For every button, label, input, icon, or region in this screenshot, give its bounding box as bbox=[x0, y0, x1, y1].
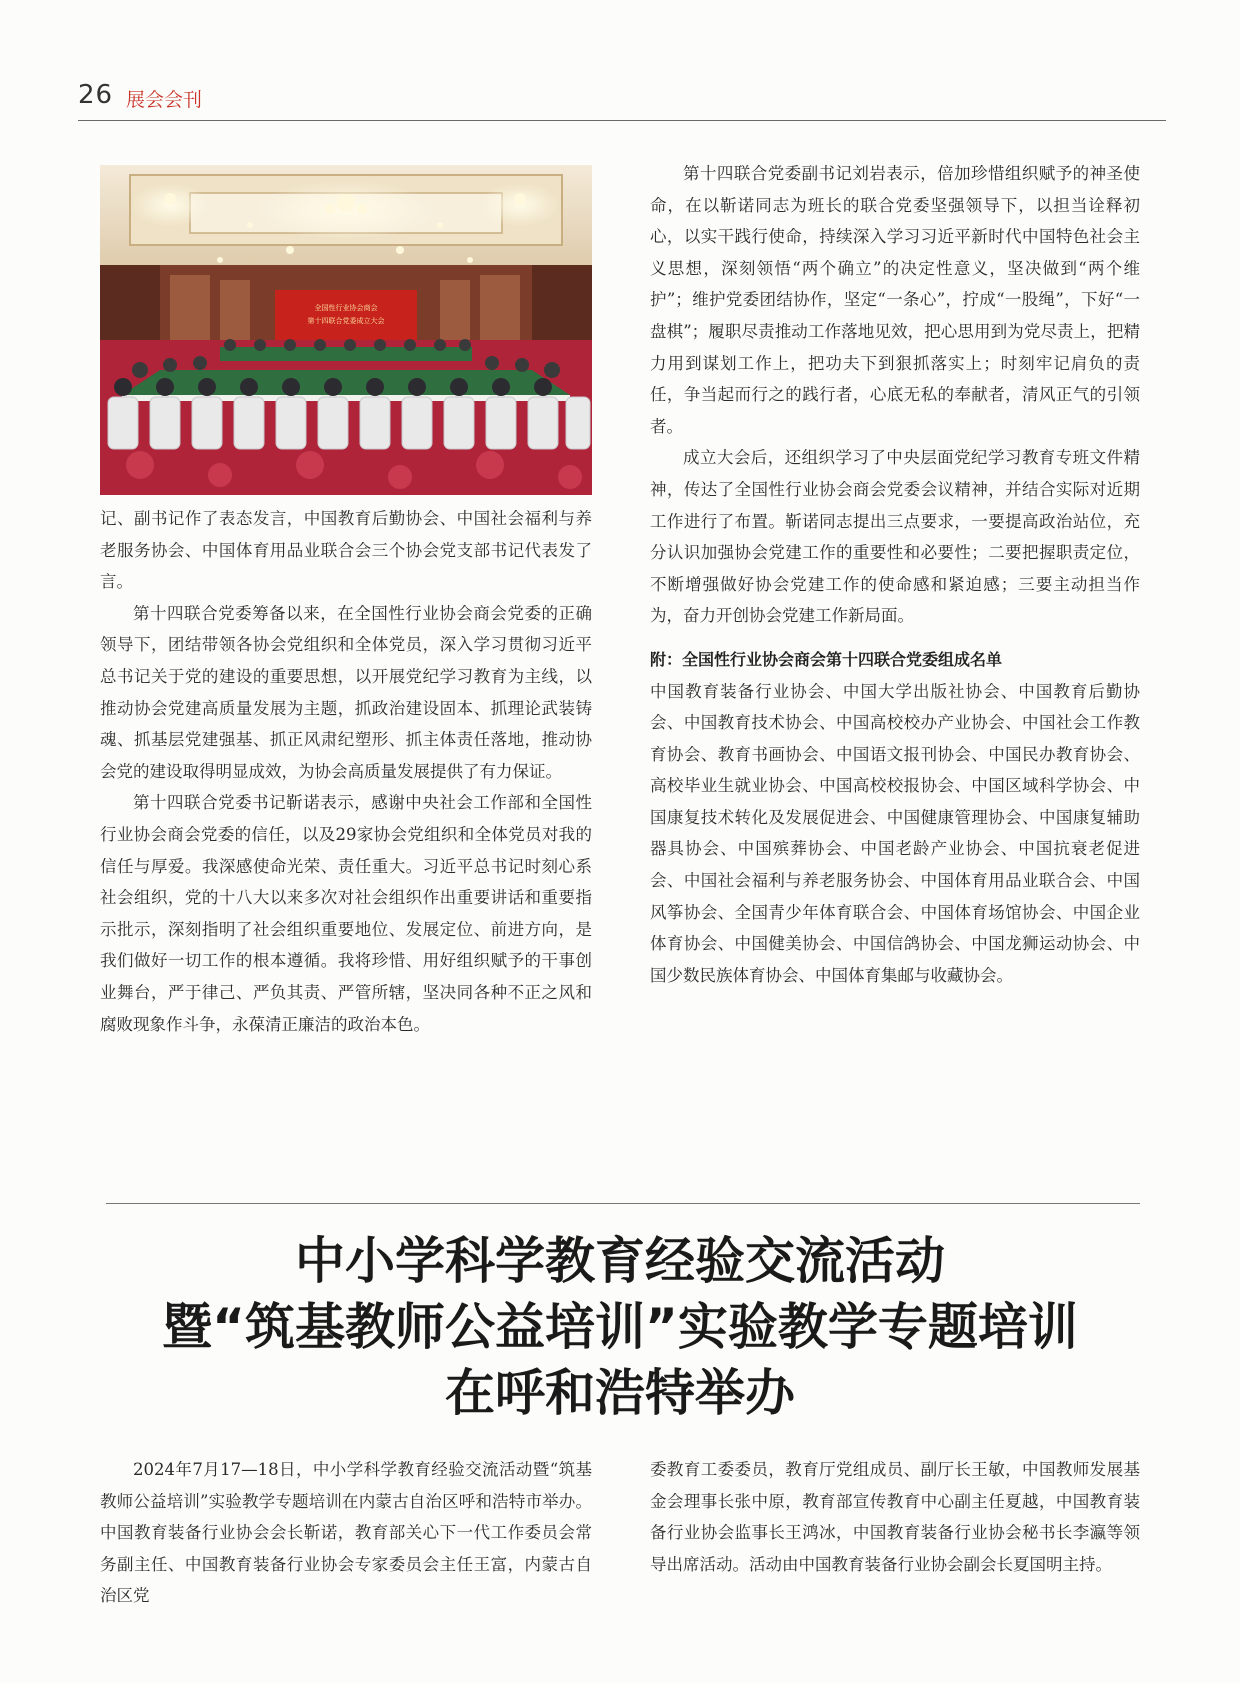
left-column bbox=[100, 503, 592, 1040]
appendix-text: 中国教育装备行业协会、中国大学出版社协会、中国教育后勤协会、中国教育技术协会、中国高校校办产业协会、中国社会工作教育协会、教育书画协会、中国语文报刊协会、中国民办教育协会、高校毕业生就业协会、中国高校校报协会、中国区域科学协会、中国康复技术转化及发展促进会、中国健康管理协会、中国康复辅助器具协会、中国殡葬协会、中国老龄产业协会、中国抗衰老促进会、中国社会福利与养老服务协会、中国体育用品业联合会、中国风筝协会、全国青少年体育联合会、中国体育场馆协会、中国企业体育协会、中国健美协会、中国信鸽协会、中国龙狮运动协会、中国少数民族体育协会、中国体育集邮与收藏协会。 bbox=[650, 681, 1140, 985]
article-left-column bbox=[100, 1454, 592, 1612]
left-paragraph-1: 记、副书记作了表态发言，中国教育后勤协会、中国社会福利与养老服务协会、中国体育用品业联合会三个协会党支部书记代表发了言。 bbox=[100, 509, 592, 592]
meeting-photo bbox=[100, 165, 592, 495]
headline-line-3: 在呼和浩特举办 bbox=[445, 1364, 795, 1422]
headline-line-1: 中小学科学教育经验交流活动 bbox=[295, 1232, 945, 1290]
banner-line-2: 第十四联合党委成立大会 bbox=[307, 317, 385, 325]
journal-name: 展会会刊 bbox=[126, 89, 203, 111]
right-column bbox=[650, 158, 1140, 991]
headline-line-2: 暨“筑基教师公益培训”实验教学专题培训 bbox=[162, 1298, 1078, 1356]
article-right-column bbox=[650, 1454, 1140, 1580]
section-divider bbox=[106, 1203, 1140, 1204]
banner-line-1: 全国性行业协会商会 bbox=[314, 304, 378, 312]
left-paragraph-2: 第十四联合党委筹备以来，在全国性行业协会商会党委的正确领导下，团结带领各协会党组织和全体党员，深入学习贯彻习近平总书记关于党的建设的重要思想，以开展党纪学习教育为主线，以推动协会党建高质量发展为主题，抓政治建设固本、抓理论武装铸魂、抓基层党建强基、抓正风肃纪塑形、抓主体责任落地，推动协会党的建设取得明显成效，为协会高质量发展提供了有力保证。 bbox=[100, 603, 592, 781]
right-paragraph-1: 第十四联合党委副书记刘岩表示，倍加珍惜组织赋予的神圣使命，在以靳诺同志为班长的联合党委坚强领导下，以担当诠释初心，以实干践行使命，持续深入学习习近平新时代中国特色社会主义思想，深刻领悟“两个确立”的决定性意义，坚决做到“两个维护”；维护党委团结协作，坚定“一条心”，拧成“一股绳”，下好“一盘棋”；履职尽责推动工作落地见效，把心思用到为党尽责上，把精力用到谋划工作上，把功夫下到狠抓落实上；时刻牢记肩负的责任，争当起而行之的践行者，心底无私的奉献者，清风正气的引领者。 bbox=[650, 164, 1140, 436]
left-paragraph-3: 第十四联合党委书记靳诺表示，感谢中央社会工作部和全国性行业协会商会党委的信任，以及29家协会党组织和全体党员对我的信任与厚爱。我深感使命光荣、责任重大。习近平总书记时刻心系社会组织，党的十八大以来多次对社会组织作出重要讲话和重要指示批示，深刻指明了社会组织重要地位、发展定位、前进方向，是我们做好一切工作的根本遵循。我将珍惜、用好组织赋予的干事创业舞台，严于律己、严负其责、严管所辖，坚决同各种不正之风和腐败现象作斗争，永葆清正廉洁的政治本色。 bbox=[100, 793, 592, 1034]
page-header bbox=[78, 78, 1166, 121]
right-paragraph-2: 成立大会后，还组织学习了中央层面党纪学习教育专班文件精神，传达了全国性行业协会商会党委会议精神，并结合实际对近期工作进行了布置。靳诺同志提出三点要求，一要提高政治站位，充分认识加强协会党建工作的重要性和必要性；二要把握职责定位，不断增强做好协会党建工作的使命感和紧迫感；三要主动担当作为，奋力开创协会党建工作新局面。 bbox=[650, 448, 1140, 626]
article-right-text: 委教育工委委员，教育厅党组成员、副厅长王敏，中国教师发展基金会理事长张中原，教育部宣传教育中心副主任夏越，中国教育装备行业协会监事长王鸿冰，中国教育装备行业协会秘书长李瀛等领导出席活动。活动由中国教育装备行业协会副会长夏国明主持。 bbox=[650, 1460, 1140, 1574]
article-left-text: 2024年7月17—18日，中小学科学教育经验交流活动暨“筑基教师公益培训”实验教学专题培训在内蒙古自治区呼和浩特市举办。中国教育装备行业协会会长靳诺，教育部关心下一代工作委员会常务副主任、中国教育装备行业协会专家委员会主任王富，内蒙古自治区党 bbox=[100, 1460, 592, 1606]
article-headline bbox=[90, 1228, 1150, 1426]
page-number: 26 bbox=[78, 80, 114, 110]
appendix-title: 附：全国性行业协会商会第十四联合党委组成名单 bbox=[650, 649, 1003, 669]
